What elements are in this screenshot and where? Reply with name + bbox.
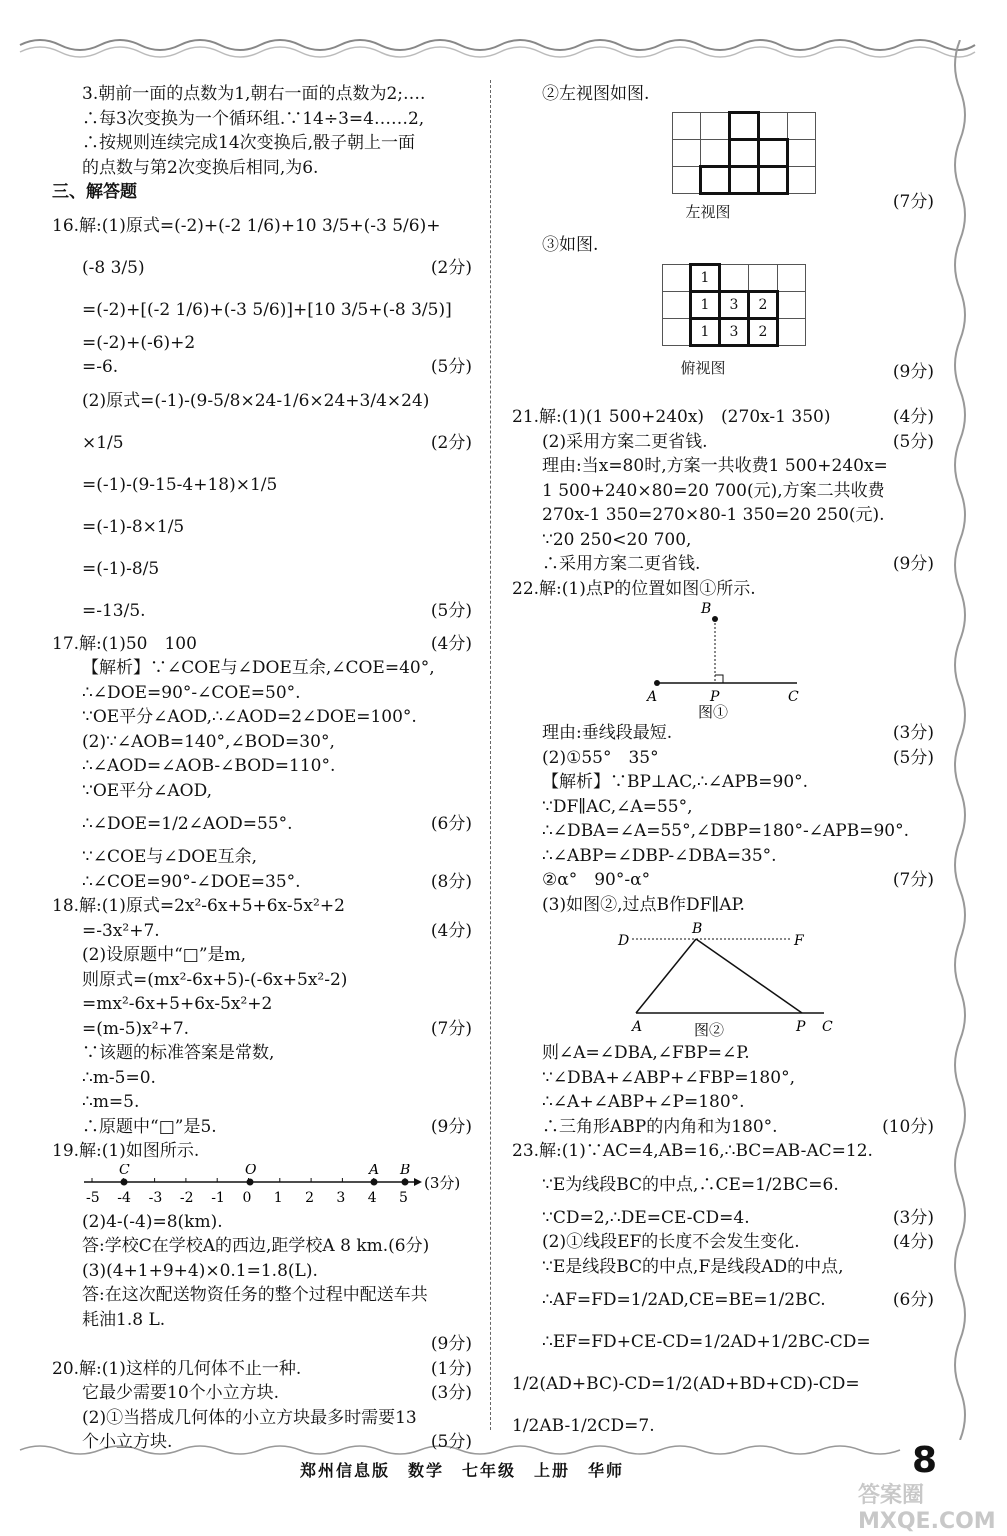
score-label: (7分) <box>892 870 934 890</box>
tick-label: 5 <box>399 1189 408 1206</box>
score-label: (2分) <box>430 257 472 278</box>
line-text: ∵DF∥AC,∠A=55°, <box>542 796 693 817</box>
score-label: (6分) <box>430 814 472 834</box>
footer-text: 郑州信息版 数学 七年级 上册 华师 <box>300 1461 625 1480</box>
tick-label: -1 <box>211 1189 225 1206</box>
fig2-label-b: B <box>692 921 703 937</box>
fig1-label-c: C <box>788 689 799 705</box>
text-line <box>52 131 472 156</box>
figure-2 <box>512 917 934 1041</box>
text-line <box>52 1283 472 1308</box>
text-line <box>52 919 472 944</box>
right-column <box>512 82 934 1447</box>
line-text: (2)∵∠AOB=140°,∠BOD=30°, <box>82 731 335 752</box>
point-c-dot <box>121 1178 128 1185</box>
tick-label: -2 <box>179 1189 194 1206</box>
line-text: 个小立方块. <box>82 1432 173 1452</box>
line-text: ∵∠DBA+∠ABP+∠FBP=180°, <box>542 1067 795 1088</box>
text-line <box>52 548 472 590</box>
fig1-label-b: B <box>701 601 712 617</box>
score-label: (4分) <box>892 407 934 427</box>
label-b: B <box>400 1163 411 1178</box>
text-line <box>52 1041 472 1066</box>
score-label: (4分) <box>430 920 472 941</box>
line-text: ∴按规则连续完成14次变换后,骰子朝上一面 <box>82 133 416 153</box>
label-a: A <box>369 1163 380 1178</box>
fig2-label-d: D <box>618 933 630 949</box>
column-divider <box>490 80 491 1430</box>
tick-label: 3 <box>336 1189 346 1206</box>
score-label: (6分) <box>892 1290 934 1310</box>
left-view-caption: 左视图 <box>685 202 731 221</box>
text-line <box>52 894 472 919</box>
score-label: (10分) <box>882 1116 934 1137</box>
top-view-score: (9分) <box>892 362 934 382</box>
text-line <box>52 82 472 107</box>
fig1-label-a: A <box>647 689 658 705</box>
line-text: ∴∠ABP=∠DBP-∠DBA=35°. <box>542 845 777 866</box>
line-text: ∴每3次变换为一个循环组.∵14÷3=4……2, <box>82 108 425 129</box>
line-text: =-3x²+7. <box>82 920 160 941</box>
text-line <box>512 795 934 820</box>
line-text: 则原式=(mx²-6x+5)-(-6x+5x²-2) <box>82 969 348 990</box>
line-text: 17.解:(1)50 100 <box>52 633 197 654</box>
text-line <box>52 1139 472 1164</box>
score-label: (9分) <box>430 1334 472 1354</box>
text-line <box>52 730 472 755</box>
top-view-grid: 1 1 3 2 1 3 2 <box>662 263 806 347</box>
line-text: ∴∠AOD=∠AOB-∠BOD=110°. <box>82 756 336 776</box>
line-text: (2)4-(-4)=8(km). <box>82 1211 223 1232</box>
line-text: 23.解:(1)∵AC=4,AB=16,∴BC=AB-AC=12. <box>512 1141 873 1161</box>
line-text: 它最少需要10个小立方块. <box>82 1383 280 1403</box>
line-text: ∴∠DOE=90°-∠COE=50°. <box>82 682 301 703</box>
text-line <box>52 870 472 895</box>
line-text: 20.解:(1)这样的几何体不止一种. <box>52 1358 302 1379</box>
line-text: (2)设原题中“□”是m, <box>82 945 247 965</box>
line-text: 21.解:(1)(1 500+240x) (270x-1 350) <box>512 407 831 427</box>
tick-label: 1 <box>273 1189 283 1206</box>
text-line <box>52 464 472 506</box>
text-line <box>52 968 472 993</box>
tick-label: 2 <box>305 1189 315 1206</box>
text-line <box>512 746 934 771</box>
score-label: (7分) <box>430 1018 472 1039</box>
line-text: ②α° 90°-α° <box>542 870 651 890</box>
left-solution-block-2 <box>52 1210 472 1455</box>
text-line <box>52 681 472 706</box>
line-text: =-13/5. <box>82 600 146 621</box>
text-line <box>52 1210 472 1235</box>
line-text: ×1/5 <box>82 432 124 453</box>
line-text: ∵20 250<20 700, <box>542 529 692 550</box>
right-block-2 <box>512 405 934 601</box>
text-line <box>512 552 934 577</box>
line-text: 3.朝前一面的点数为1,朝右一面的点数为2;…. <box>82 84 426 104</box>
line-text: 的点数与第2次变换后相同,为6. <box>82 157 319 178</box>
score-label: (5分) <box>430 1432 472 1452</box>
text-line <box>52 1259 472 1284</box>
text-line <box>52 331 472 356</box>
text-line <box>512 82 934 107</box>
tick-label: 4 <box>367 1189 377 1206</box>
score-label: (3分) <box>892 1207 934 1228</box>
number-line <box>52 1164 472 1210</box>
text-line <box>512 1164 934 1206</box>
text-line <box>52 107 472 132</box>
text-line <box>52 803 472 845</box>
score-label: (8分) <box>430 871 472 892</box>
text-line <box>512 1321 934 1363</box>
line-text: 1/2AB-1/2CD=7. <box>512 1416 655 1436</box>
line-text: ∴采用方案二更省钱. <box>542 554 701 574</box>
text-line <box>52 1406 472 1431</box>
text-line <box>52 1357 472 1382</box>
text-line <box>512 1139 934 1164</box>
line-text: (-8 3/5) <box>82 257 145 278</box>
line-text: ∵CD=2,∴DE=CE-CD=4. <box>542 1207 750 1228</box>
line-text: ∵E是线段BC的中点,F是线段AD的中点, <box>542 1256 844 1277</box>
text-line <box>512 868 934 893</box>
text-line <box>52 380 472 422</box>
score-label: (3分) <box>430 1383 472 1403</box>
left-view-score: (7分) <box>892 191 934 212</box>
line-text: 1/2(AD+BC)-CD=1/2(AD+BD+CD)-CD= <box>512 1374 860 1394</box>
right-block-3 <box>512 721 934 917</box>
right-block-4 <box>512 1041 934 1447</box>
line-text: 1 500+240×80=20 700(元),方案二共收费 <box>542 480 885 501</box>
tick-label: 0 <box>242 1189 252 1206</box>
text-line <box>512 770 934 795</box>
score-label: (5分) <box>892 431 934 452</box>
text-line <box>512 1230 934 1255</box>
line-text: 【解析】∵BP⊥AC,∴∠APB=90°. <box>542 772 809 792</box>
fig2-label-c: C <box>822 1019 833 1035</box>
line-text: ∴EF=FD+CE-CD=1/2AD+1/2BC-CD= <box>542 1332 871 1352</box>
left-solution-block-1 <box>52 82 472 1164</box>
figure-2-drawing <box>512 917 934 1041</box>
right-block-1 <box>512 82 934 107</box>
line-text: 19.解:(1)如图所示. <box>52 1141 200 1161</box>
score-label: (4分) <box>430 633 472 654</box>
line-text: ∴m-5=0. <box>82 1067 156 1088</box>
left-column <box>52 82 472 1455</box>
left-view-figure <box>512 111 934 233</box>
line-text: 理由:当x=80时,方案一共收费1 500+240x= <box>542 456 888 476</box>
fig2-label-f: F <box>794 933 804 949</box>
text-line <box>52 506 472 548</box>
text-line <box>512 1279 934 1321</box>
text-line <box>52 943 472 968</box>
text-line <box>512 819 934 844</box>
right-wavy-border <box>945 40 975 1440</box>
line-text: 耗油1.8 L. <box>82 1309 166 1330</box>
top-view-caption: 俯视图 <box>680 359 726 377</box>
line-text: ∴∠DBA=∠A=55°,∠DBP=180°-∠APB=90°. <box>542 821 909 841</box>
line-text: ∴∠DOE=1/2∠AOD=55°. <box>82 814 293 834</box>
fig1-caption: 图① <box>698 703 729 721</box>
line-text: =(m-5)x²+7. <box>82 1018 190 1039</box>
fig2-label-p: P <box>796 1019 806 1035</box>
line-text: (3)如图②,过点B作DF∥AP. <box>542 894 745 915</box>
text-line <box>52 1430 472 1455</box>
watermark: 答案圈 MXQE.COM <box>858 1483 996 1534</box>
line-text: 则∠A=∠DBA,∠FBP=∠P. <box>542 1043 750 1063</box>
top-view-figure <box>512 263 934 405</box>
line-text: ∵OE平分∠AOD, <box>82 780 213 801</box>
text-line <box>52 289 472 331</box>
text-line <box>512 1255 934 1280</box>
score-label: (9分) <box>430 1116 472 1137</box>
text-line <box>52 355 472 380</box>
text-line <box>52 1332 472 1357</box>
text-line <box>512 893 934 918</box>
text-line <box>512 454 934 479</box>
text-line <box>512 1115 934 1140</box>
line-text: ∴原题中“□”是5. <box>82 1116 217 1137</box>
line-text: 答:学校C在学校A的西边,距学校A 8 km.(6分) <box>82 1236 430 1256</box>
text-line <box>512 577 934 602</box>
number-line-figure <box>52 1164 472 1210</box>
text-line <box>512 844 934 869</box>
score-label: (4分) <box>892 1232 934 1252</box>
page-number: 8 <box>912 1440 938 1481</box>
line-text: ∴m=5. <box>82 1092 140 1112</box>
line-text: 答:在这次配送物资任务的整个过程中配送车共 <box>82 1285 428 1305</box>
text-line <box>52 845 472 870</box>
fig2-label-a: A <box>632 1019 643 1035</box>
line-text: =(-1)-(9-15-4+18)×1/5 <box>82 474 278 495</box>
line-text: ∵∠COE与∠DOE互余, <box>82 847 258 867</box>
text-line <box>512 1041 934 1066</box>
text-line <box>52 1308 472 1333</box>
text-line <box>512 405 934 430</box>
text-line <box>52 422 472 464</box>
line-text: (2)①当搭成几何体的小立方块最多时需要13 <box>82 1407 417 1428</box>
numberline-score: (3分) <box>424 1173 461 1192</box>
text-line <box>512 479 934 504</box>
text-line <box>52 590 472 632</box>
line-text: ∵该题的标准答案是常数, <box>82 1043 275 1063</box>
text-line <box>52 205 472 247</box>
label-c: C <box>119 1163 130 1178</box>
text-line <box>52 1115 472 1140</box>
line-text: (2)①线段EF的长度不会发生变化. <box>542 1232 800 1252</box>
text-line <box>512 1405 934 1447</box>
text-line <box>512 503 934 528</box>
text-line <box>52 1381 472 1406</box>
score-label: (3分) <box>892 723 934 743</box>
line-text: (2)采用方案二更省钱. <box>542 431 708 452</box>
point-b-dot <box>402 1178 409 1185</box>
text-line <box>52 705 472 730</box>
line-text: 270x-1 350=270×80-1 350=20 250(元). <box>542 505 885 525</box>
score-label: (5分) <box>430 357 472 377</box>
text-line <box>512 1090 934 1115</box>
text-line <box>512 1363 934 1405</box>
text-line <box>512 1206 934 1231</box>
figure-1 <box>512 601 934 721</box>
text-line <box>52 247 472 289</box>
line-text: 三、解答题 <box>52 182 137 202</box>
line-text: ∵E为线段BC的中点,∴CE=1/2BC=6. <box>542 1174 839 1195</box>
text-line <box>52 1090 472 1115</box>
text-line <box>52 1017 472 1042</box>
line-text: 18.解:(1)原式=2x²-6x+5+6x-5x²+2 <box>52 896 345 916</box>
tick-label: -5 <box>86 1189 100 1206</box>
line-text: (3)(4+1+9+4)×0.1=1.8(L). <box>82 1260 318 1281</box>
tick-label: -3 <box>148 1189 163 1206</box>
tick-label: -4 <box>117 1189 131 1206</box>
line-text: ∴∠COE=90°-∠DOE=35°. <box>82 871 301 892</box>
text-line <box>52 180 472 205</box>
text-line <box>52 656 472 681</box>
line-text: ∴AF=FD=1/2AD,CE=BE=1/2BC. <box>542 1290 826 1310</box>
fig1-label-p: P <box>710 689 720 705</box>
text-line <box>512 721 934 746</box>
line-text: =(-1)-8×1/5 <box>82 516 185 537</box>
line-text: (2)①55° 35° <box>542 747 659 768</box>
text-line <box>52 754 472 779</box>
line-text: ∵OE平分∠AOD,∴∠AOD=2∠DOE=100°. <box>82 707 417 727</box>
top-view-intro: ③如图. <box>542 234 599 255</box>
score-label: (5分) <box>430 600 472 621</box>
text-line <box>52 779 472 804</box>
line-text: =-6. <box>82 357 119 377</box>
text-line <box>512 1066 934 1091</box>
line-text: 16.解:(1)原式=(-2)+(-2 1/6)+10 3/5+(-3 5/6)+ <box>52 215 441 236</box>
line-text: =mx²-6x+5+6x-5x²+2 <box>82 994 273 1014</box>
line-text: ②左视图如图. <box>542 84 650 104</box>
line-text: ∴三角形ABP的内角和为180°. <box>542 1116 778 1137</box>
score-label: (5分) <box>892 747 934 768</box>
point-o-dot <box>247 1178 254 1185</box>
line-text: 【解析】∵∠COE与∠DOE互余,∠COE=40°, <box>82 658 435 678</box>
text-line <box>52 1234 472 1259</box>
text-line <box>512 528 934 553</box>
score-label: (1分) <box>430 1358 472 1379</box>
score-label: (9分) <box>892 554 934 574</box>
label-o: O <box>245 1163 257 1178</box>
line-text: ∴∠A+∠ABP+∠P=180°. <box>542 1092 745 1112</box>
top-wavy-border <box>0 30 1007 60</box>
line-text: =(-2)+(-6)+2 <box>82 332 196 353</box>
fig2-caption: 图② <box>694 1021 725 1039</box>
figure-1-drawing <box>512 601 934 721</box>
line-text: (2)原式=(-1)-(9-5/8×24-1/6×24+3/4×24) <box>82 390 430 411</box>
line-text: 理由:垂线段最短. <box>542 723 673 743</box>
score-label: (2分) <box>430 432 472 453</box>
text-line <box>512 430 934 455</box>
left-view-grid <box>672 111 816 195</box>
text-line <box>52 992 472 1017</box>
text-line <box>52 1066 472 1091</box>
line-text: =(-2)+[(-2 1/6)+(-3 5/6)]+[10 3/5+(-8 3/5)] <box>82 299 452 320</box>
point-a-dot <box>371 1178 378 1185</box>
text-line <box>52 632 472 657</box>
line-text: =(-1)-8/5 <box>82 558 160 579</box>
line-text: 22.解:(1)点P的位置如图①所示. <box>512 578 756 599</box>
text-line <box>52 156 472 181</box>
